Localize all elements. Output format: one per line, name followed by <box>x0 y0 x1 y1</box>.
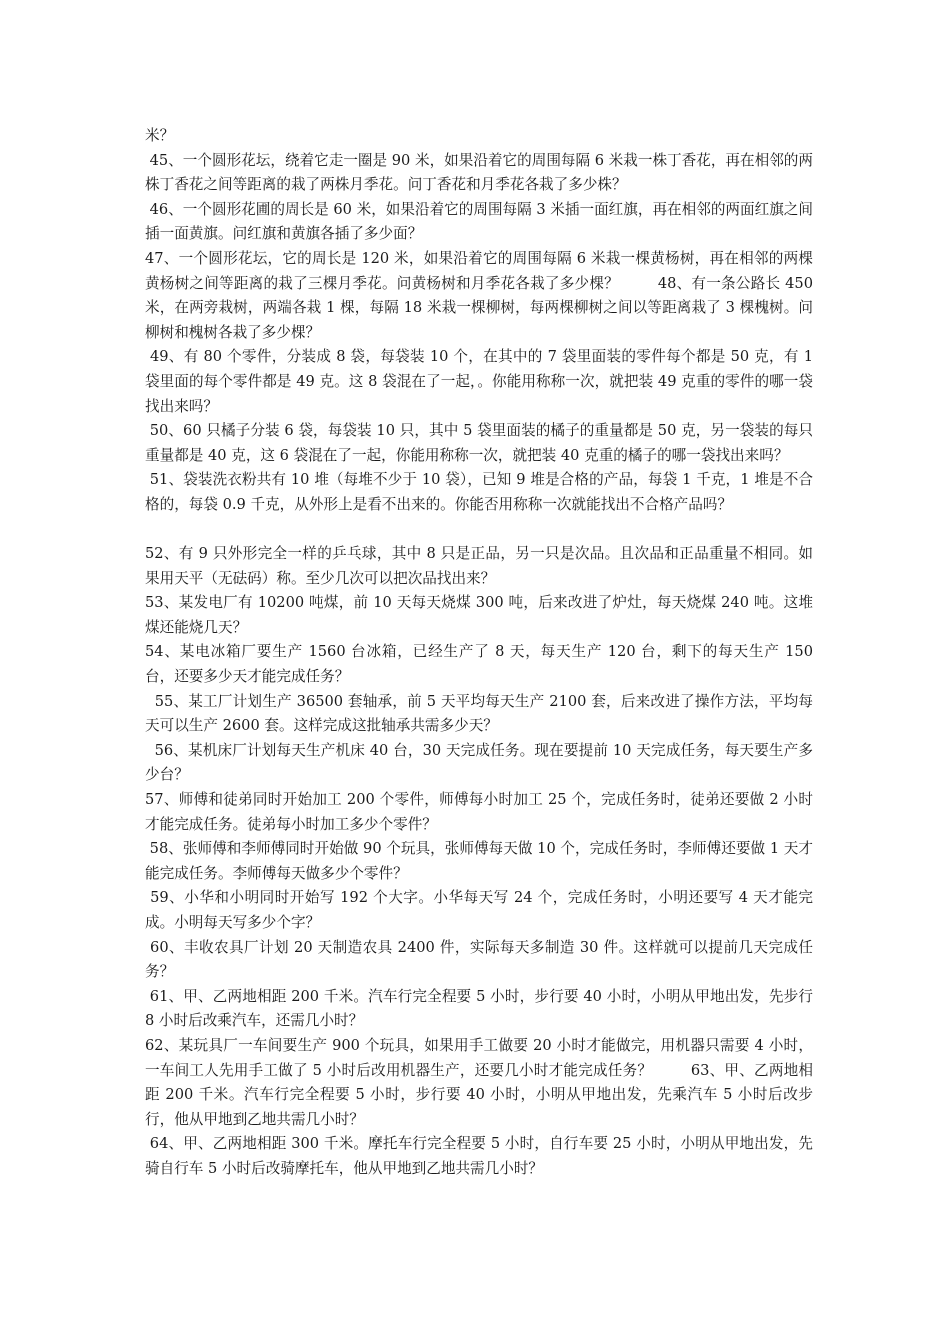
problem-52: 52、有 9 只外形完全一样的乒乓球，其中 8 只是正品，另一只是次品。且次品和正品重量不相同。如果用天平（无砝码）称。至少几次可以把次品找出来？ <box>145 545 813 587</box>
problem-61: 61、甲、乙两地相距 200 千米。汽车行完全程要 5 小时，步行要 40 小时，小明从甲地出发，先步行 8 小时后改乘汽车，还需几小时？ <box>145 987 818 1030</box>
problem-56: 56、某机床厂计划每天生产机床 40 台，30 天完成任务。现在要提前 10 天完成任务，每天要生产多少台？ <box>145 741 813 784</box>
problem-51: 51、袋装洗衣粉共有 10 堆（每堆不少于 10 袋），已知 9 堆是合格的产品，每袋 1 千克，1 堆是不合格的，每袋 0.9 千克，从外形上是看不出来的。你能否用称称一次就能找出不合格产品吗？ <box>145 471 813 513</box>
paragraph-44-tail: 米？ <box>145 127 175 144</box>
problem-55: 55、某工厂计划生产 36500 套轴承，前 5 天平均每天生产 2100 套，后来改进了操作方法，平均每天可以生产 2600 套。这样完成这批轴承共需多少天？ <box>145 692 813 735</box>
problem-57: 57、师傅和徒弟同时开始加工 200 个零件，师傅每小时加工 25 个，完成任务时，徒弟还要做 2 小时才能完成任务。徒弟每小时加工多少个零件？ <box>145 791 813 833</box>
problem-47-48: 47、一个圆形花坛，它的周长是 120 米，如果沿着它的周围每隔 6 米栽一棵黄杨树，再在相邻的两棵黄杨树之间等距离的栽了三棵月季花。问黄杨树和月季花各栽了多少棵？ 48、有一条公路长 450 米，在两旁栽树，两端各栽 1 棵，每隔 18 米栽一棵柳树，每两棵柳树之间以等距离栽了 3 棵槐树。问柳树和槐树各栽了多少棵？ <box>145 249 818 341</box>
problem-62-63: 62、某玩具厂一车间要生产 900 个玩具，如果用手工做要 20 小时才能做完，用机器只需要 4 小时，一车间工人先用手工做了 5 小时后改用机器生产，还要几小时才能完成任务？ 63、甲、乙两地相距 200 千米。汽车行完全程要 5 小时，步行要 40 小时，小明从甲地出发，先乘汽车 5 小时后改步行，他从甲地到乙地共需几小时？ <box>145 1036 813 1128</box>
problem-46: 46、一个圆形花圃的周长是 60 米，如果沿着它的周围每隔 3 米插一面红旗，再在相邻的两面红旗之间插一面黄旗。问红旗和黄旗各插了多少面？ <box>145 200 813 243</box>
blank-line <box>145 518 813 543</box>
problem-64: 64、甲、乙两地相距 300 千米。摩托车行完全程要 5 小时，自行车要 25 小时，小明从甲地出发，先骑自行车 5 小时后改骑摩托车，他从甲地到乙地共需几小时？ <box>145 1135 813 1177</box>
problem-45: 45、一个圆形花坛，绕着它走一圈是 90 米，如果沿着它的周围每隔 6 米栽一株丁香花，再在相邻的两株丁香花之间等距离的栽了两株月季花。问丁香花和月季花各栽了多少株？ <box>145 151 813 194</box>
problem-54: 54、某电冰箱厂要生产 1560 台冰箱，已经生产了 8 天，每天生产 120 台，剩下的每天生产 150 台，还要多少天才能完成任务？ <box>145 643 818 686</box>
problem-60: 60、丰收农具厂计划 20 天制造农具 2400 件，实际每天多制造 30 件。这样就可以提前几天完成任务？ <box>145 938 814 981</box>
problem-50: 50、60 只橘子分装 6 袋，每袋装 10 只，其中 5 袋里面装的橘子的重量都是 50 克，另一袋装的每只重量都是 40 克，这 6 袋混在了一起，你能用称称一次，就把装 40 克重的橘子的哪一袋找出来吗？ <box>145 422 813 464</box>
document-body <box>145 124 818 1182</box>
problem-58: 58、张师傅和李师傅同时开始做 90 个玩具，张师傅每天做 10 个，完成任务时，李师傅还要做 1 天才能完成任务。李师傅每天做多少个零件？ <box>145 840 813 882</box>
problem-49: 49、有 80 个零件，分装成 8 袋，每袋装 10 个，在其中的 7 袋里面装的零件每个都是 50 克，有 1 袋里面的每个零件都是 49 克。这 8 袋混在了一起，。你能用称称一次，就把装 49 克重的零件的哪一袋找出来吗？ <box>145 348 818 415</box>
problem-53: 53、某发电厂有 10200 吨煤，前 10 天每天烧煤 300 吨，后来改进了炉灶，每天烧煤 240 吨。这堆煤还能烧几天？ <box>145 594 813 636</box>
problem-59: 59、小华和小明同时开始写 192 个大字。小华每天写 24 个，完成任务时，小明还要写 4 天才能完成。小明每天写多少个字？ <box>145 889 813 931</box>
